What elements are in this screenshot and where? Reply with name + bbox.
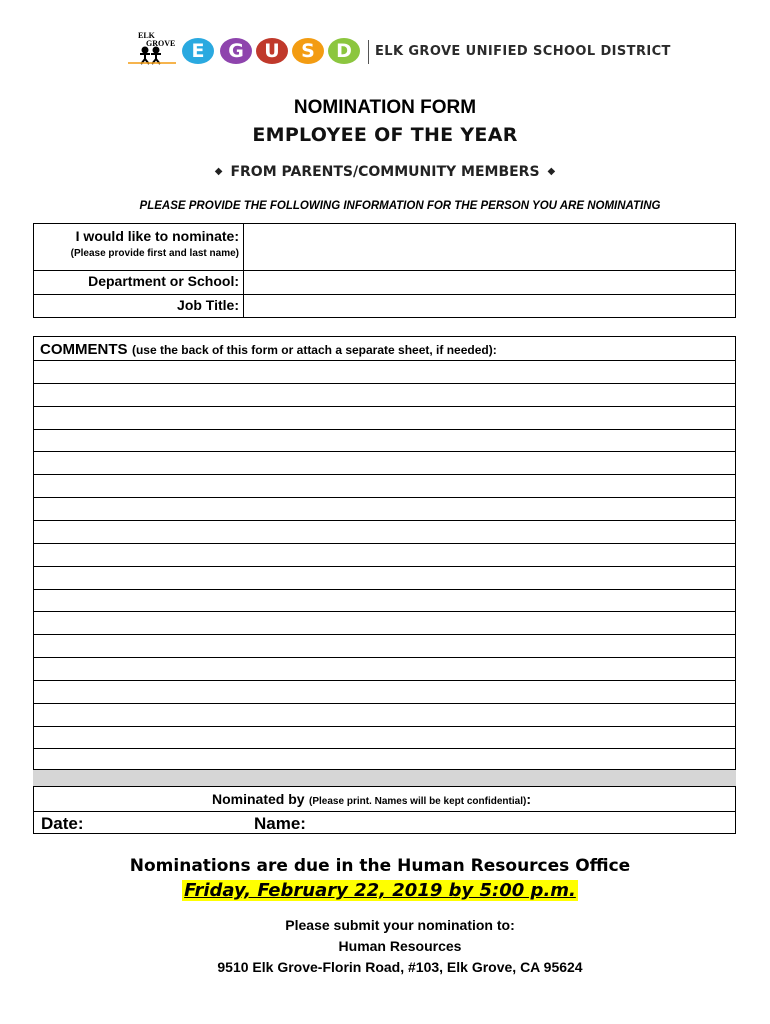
comment-line [34, 497, 735, 498]
district-name: ELK GROVE UNIFIED SCHOOL DISTRICT [375, 44, 671, 59]
comment-line [34, 360, 735, 361]
diamond-bullet-icon: ◆ [214, 166, 223, 177]
header-divider [368, 40, 369, 64]
comments-header [40, 341, 497, 359]
district-header [128, 32, 688, 70]
date-label: Date: [41, 814, 84, 833]
nominated-by-colon: : [526, 791, 531, 807]
letter-s-badge: S [292, 38, 324, 64]
date-field[interactable] [92, 814, 242, 832]
comment-line [34, 566, 735, 567]
letter-u-badge: U [256, 38, 288, 64]
logo-text-elk: ELK [138, 31, 155, 40]
submit-department: Human Resources [338, 938, 462, 954]
deadline-date-wrap [0, 880, 760, 901]
department-label: Department or School: [88, 273, 239, 289]
comments-label: COMMENTS [40, 341, 128, 358]
form-subtitle: EMPLOYEE OF THE YEAR [252, 124, 518, 146]
comment-line [34, 680, 735, 681]
job-title-field[interactable] [245, 296, 733, 316]
comment-line [34, 589, 735, 590]
logo-text-grove: GROVE [146, 39, 176, 48]
comment-line [34, 611, 735, 612]
comment-line [34, 406, 735, 407]
nominate-label: I would like to nominate: [75, 228, 239, 244]
form-title: NOMINATION FORM [293, 97, 477, 118]
audience-text: FROM PARENTS/COMMUNITY MEMBERS [230, 164, 540, 180]
elk-grove-logo-icon [128, 32, 178, 66]
letter-e-badge: E [182, 38, 214, 64]
nominated-by-header [212, 791, 531, 809]
name-field[interactable] [316, 814, 726, 832]
nominated-by-label: Nominated by [212, 791, 305, 807]
nominee-info-table [33, 223, 736, 318]
children-figures-icon [128, 32, 178, 66]
deadline-date: Friday, February 22, 2019 by 5:00 p.m. [184, 880, 576, 901]
diamond-bullet-icon: ◆ [547, 166, 556, 177]
comment-line [34, 657, 735, 658]
comment-line [34, 451, 735, 452]
letter-d-badge: D [328, 38, 360, 64]
comment-line [34, 520, 735, 521]
name-label: Name: [254, 814, 306, 833]
comment-line [34, 748, 735, 749]
section-separator [33, 770, 736, 786]
instruction-text: PLEASE PROVIDE THE FOLLOWING INFORMATION FOR THE PERSON YOU ARE NOMINATING [139, 200, 661, 212]
row-divider [34, 270, 735, 271]
job-title-label: Job Title: [177, 297, 239, 313]
nominated-by-box [33, 786, 736, 834]
comment-line [34, 429, 735, 430]
deadline-heading: Nominations are due in the Human Resources Office [129, 856, 631, 876]
comments-box[interactable] [33, 336, 736, 770]
nominee-name-field[interactable] [245, 226, 733, 268]
comment-line [34, 383, 735, 384]
letter-g-badge: G [220, 38, 252, 64]
submit-address: 9510 Elk Grove-Florin Road, #103, Elk Grove, CA 95624 [217, 959, 583, 975]
nominated-by-sublabel: (Please print. Names will be kept confidential) [309, 796, 527, 807]
audience-line [0, 164, 770, 180]
row-divider [34, 811, 735, 812]
comment-line [34, 726, 735, 727]
comment-line [34, 634, 735, 635]
comment-line [34, 474, 735, 475]
nominate-sublabel: (Please provide first and last name) [70, 248, 239, 259]
row-divider [34, 294, 735, 295]
department-field[interactable] [245, 272, 733, 292]
submit-instruction: Please submit your nomination to: [285, 917, 515, 933]
comment-line [34, 703, 735, 704]
comment-line [34, 543, 735, 544]
comments-sublabel: (use the back of this form or attach a separate sheet, if needed): [131, 343, 497, 357]
